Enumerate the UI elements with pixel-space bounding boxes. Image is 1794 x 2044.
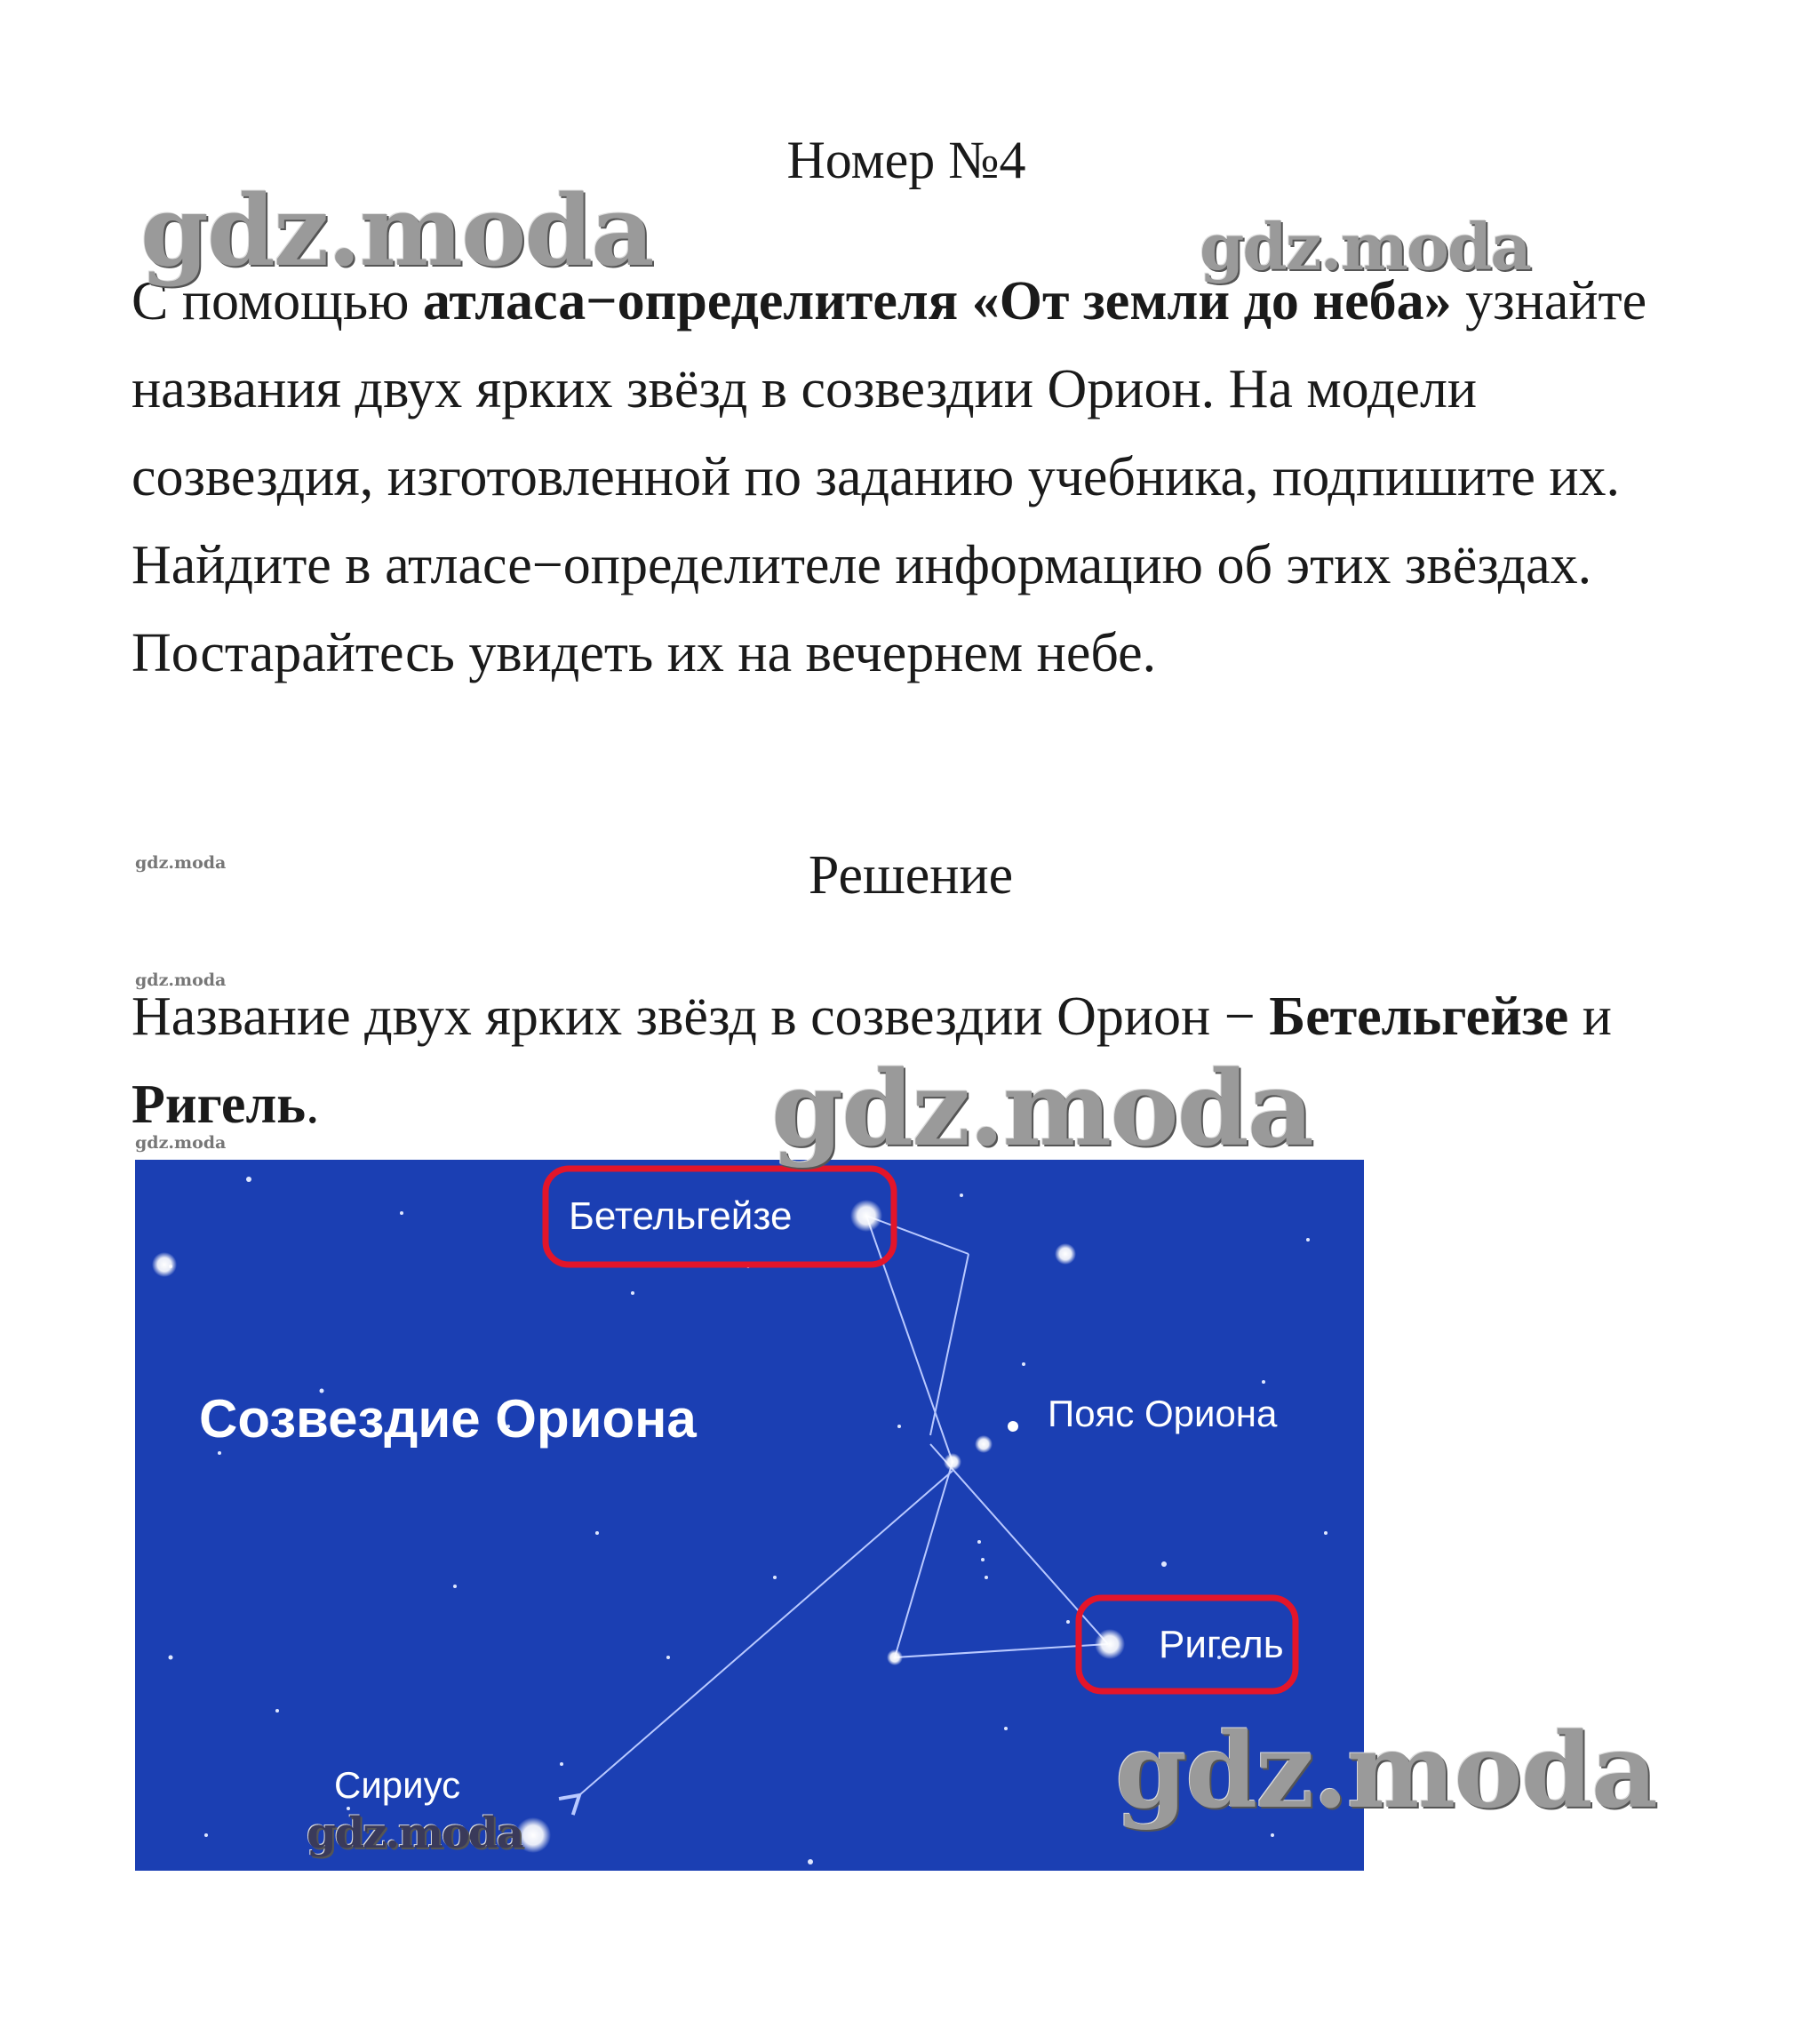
star-bellatrix <box>1055 1243 1076 1265</box>
task-text-part2: узнайте названия двух ярких звёзд в созвездии Орион. На модели созвездия, изготовленной по заданию учебника, подпишите их. Найдите в атласе−определителе информацию об этих звёздах. Постарайтесь увидеть их на вечернем небе. <box>132 271 1647 683</box>
rigel-label: Ригель <box>1159 1623 1284 1666</box>
watermark-small-1: gdz.moda <box>135 853 227 873</box>
sirius-label: Сириус <box>334 1764 461 1806</box>
answer-star-rigel: Ригель <box>132 1074 307 1135</box>
watermark-middle: gdz.moda <box>771 1049 1312 1170</box>
belt-label: Пояс Ориона <box>1048 1393 1278 1434</box>
answer-star-betelgeuse: Бетельгейзе <box>1269 986 1569 1047</box>
page-title: Номер №4 <box>786 131 1026 189</box>
watermark-sirius: gdz.moda <box>307 1808 522 1858</box>
watermark-bottom-right: gdz.moda <box>1115 1711 1656 1832</box>
answer-part3: . <box>306 1074 320 1135</box>
star-belt-mintaka <box>1008 1421 1018 1432</box>
star-rigel <box>1095 1629 1125 1659</box>
watermark-top-left: gdz.moda <box>140 173 653 288</box>
star-betelgeuse <box>850 1200 882 1232</box>
task-text <box>132 258 1695 698</box>
watermark-small-2: gdz.moda <box>135 970 227 990</box>
star-upper-left <box>152 1252 177 1277</box>
task-text-part1: С помощью <box>132 271 423 331</box>
answer-part1: Название двух ярких звёзд в созвездии Орион − <box>132 986 1270 1047</box>
constellation-title: Созвездие Ориона <box>199 1389 697 1449</box>
solution-title: Решение <box>808 845 1014 906</box>
betelgeuse-label: Бетельгейзе <box>569 1194 793 1238</box>
atlas-title: атласа−определителя «От земли до неба» <box>422 271 1452 331</box>
star-saiph <box>887 1649 903 1665</box>
star-belt-alnilam <box>975 1435 993 1453</box>
watermark-top-right: gdz.moda <box>1200 209 1530 284</box>
answer-part2: и <box>1568 986 1612 1047</box>
star-belt-alnitak <box>944 1453 961 1471</box>
watermark-small-3: gdz.moda <box>135 1133 227 1153</box>
